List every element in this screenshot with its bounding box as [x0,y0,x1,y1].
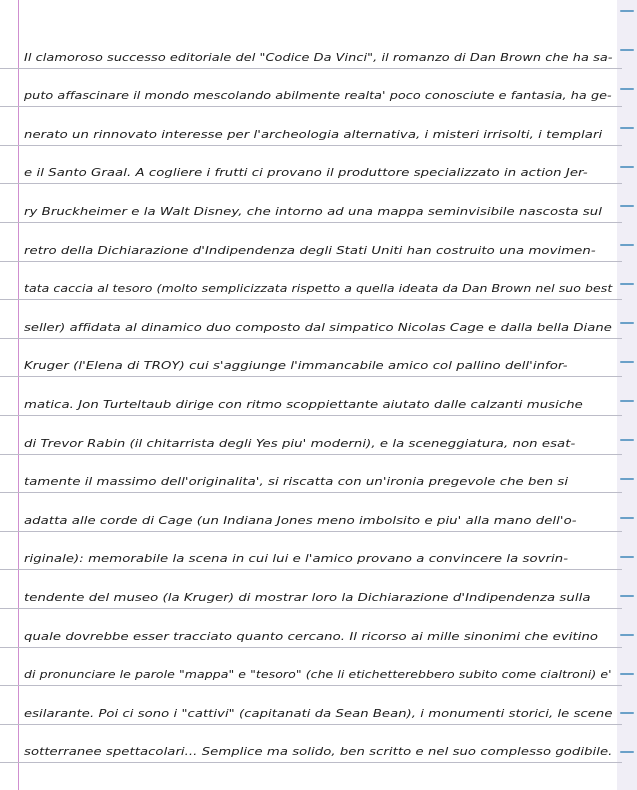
text-line [22,694,618,733]
text-line-content: esilarante. Poi ci sono i "cattivi" (capitanati da Sean Bean), i monumenti storici, le scene [24,707,613,720]
text-line [22,308,618,347]
text-line [22,192,618,231]
text-line [22,656,618,695]
text-line [22,270,618,309]
text-line-content: seller) affidata al dinamico duo composto dal simpatico Nicolas Cage e dalla bella Diane [24,321,612,334]
text-line-content: adatta alle corde di Cage (un Indiana Jones meno imbolsito e piu' alla mano dell'o- [24,514,577,527]
text-line-content: tamente il massimo dell'originalita', si riscatta con un'ironia pregevole che ben si [24,476,569,489]
text-line-content: tendente del museo (la Kruger) di mostrar loro la Dichiarazione d'Indipendenza sulla [24,591,591,604]
text-line [22,463,618,502]
text-line-content: puto affascinare il mondo mescolando abilmente realta' poco conosciute e fantasia, ha ge- [24,90,612,103]
margin-line [18,0,19,790]
text-line [22,231,618,270]
text-line [22,617,618,656]
text-line-content: tata caccia al tesoro (molto semplicizzata rispetto a quella ideata da Dan Brown nel suo best [24,283,613,296]
text-line [22,540,618,579]
text-line-content: nerato un rinnovato interesse per l'archeologia alternativa, i misteri irrisolti, i templari [24,128,603,141]
text-line [22,385,618,424]
text-line-content: di Trevor Rabin (il chitarrista degli Yes piu' moderni), e la sceneggiatura, non esat- [24,437,576,450]
text-line [22,578,618,617]
text-line-content: ry Bruckheimer e la Walt Disney, che intorno ad una mappa seminvisibile nascosta sul [24,205,602,218]
text-line-content: quale dovrebbe esser tracciato quanto cercano. Il ricorso ai mille sinonimi che evitino [24,630,599,643]
text-line [22,77,618,116]
text-line [22,501,618,540]
text-line-content: Il clamoroso successo editoriale del "Codice Da Vinci", il romanzo di Dan Brown che ha sa- [24,51,613,64]
page-edge [618,0,637,790]
text-line-content: sotterranee spettacolari... Semplice ma solido, ben scritto e nel suo complesso godibile. [24,746,613,759]
text-line [22,154,618,193]
text-line-content: riginale): memorabile la scena in cui lui e l'amico provano a convincere la sovrin- [24,553,569,566]
text-line [22,424,618,463]
text-line-content: e il Santo Graal. A cogliere i frutti ci provano il produttore specializzato in action Jer- [24,167,588,180]
handwritten-text [22,38,618,771]
text-line-content: matica. Jon Turteltaub dirige con ritmo scoppiettante aiutato dalle calzanti musiche [24,398,583,411]
text-line [22,347,618,386]
text-line-content: Kruger (l'Elena di TROY) cui s'aggiunge l'immancabile amico col pallino dell'infor- [24,360,568,373]
text-line-content: retro della Dichiarazione d'Indipendenza degli Stati Uniti han costruito una movimen- [24,244,596,257]
text-line [22,733,618,772]
text-line [22,38,618,77]
text-line [22,115,618,154]
text-line-content: di pronunciare le parole "mappa" e "tesoro" (che li etichetterebbero subito come cialtroni) e' [24,669,612,682]
